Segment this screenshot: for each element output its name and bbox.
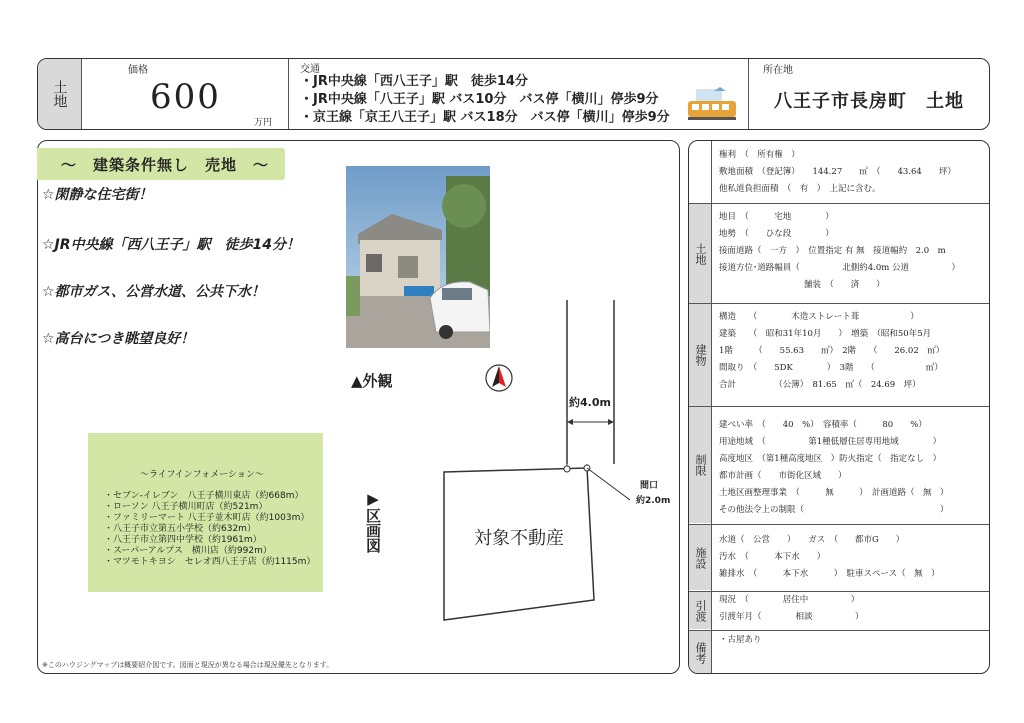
table-divider [689, 303, 989, 304]
section-label: 引渡 [694, 599, 707, 622]
table-divider [689, 203, 989, 204]
section-label: 備考 [694, 642, 707, 664]
traffic-line: ・JR中央線「八王子」駅 バス10分 バス停「横川」停歩9分 [300, 92, 659, 107]
feature-item: ☆高台につき眺望良好！ [42, 331, 195, 347]
detail-row: 他私道負担面積 （ 有 ） 上記に含む。 [719, 184, 881, 194]
section-facilities [689, 525, 711, 590]
detail-row: 土地区画整理事業 （ 無 ） 計画道路（ 無 ） [719, 488, 949, 498]
section-label: 制限 [694, 454, 707, 476]
detail-row: 汚水 （ 本下水 ） [719, 552, 826, 562]
frontage-value: 約2.0m [636, 496, 671, 506]
section-handover [689, 592, 711, 629]
detail-row: 地目 （ 宅地 ） [719, 212, 834, 222]
section-label: 建物 [694, 344, 707, 366]
road-width-label: 約4.0m [569, 396, 611, 409]
divider [81, 59, 82, 129]
list-item: ・ローソン 八王子横川町店（約521m） [104, 502, 268, 512]
train-icon [686, 87, 738, 125]
list-item: ・ファミリーマート 八王子並木町店（約1003m） [104, 513, 310, 523]
detail-row: 敷地面積 （登記簿） 144.27 ㎡ （ 43.64 坪） [719, 167, 956, 177]
location-value: 八王子市長房町 土地 [774, 91, 964, 112]
exterior-caption: ▲外観 [351, 372, 393, 390]
detail-row: 地勢 （ ひな段 ） [719, 229, 834, 239]
traffic-list [300, 73, 670, 127]
table-divider [689, 524, 989, 525]
frontage-label: 間口 [640, 481, 659, 491]
section-land [689, 204, 711, 303]
divider [288, 59, 289, 129]
category-text: 土地 [51, 80, 68, 108]
property-label: 対象不動産 [474, 528, 564, 549]
feature-item: ☆都市ガス、公営水道、公共下水！ [42, 284, 265, 300]
footnote: ※このハウジングマップは概要紹介図です。図面と現況が異なる場合は現況優先となります。 [42, 661, 334, 669]
lifeline-box [88, 433, 323, 592]
detail-row: 接道方位･道路幅員（ 北側約4.0m 公道 ） [719, 263, 961, 273]
traffic-line: ・JR中央線「西八王子」駅 徒歩14分 [300, 74, 528, 89]
detail-row: ・古屋あり [719, 635, 762, 645]
detail-row: 用途地域 （ 第1種低層住居専用地域 ） [719, 437, 942, 447]
detail-row: 接面道路（ 一方 ） 位置指定 有 無 接道幅約 2.0 m [719, 246, 946, 256]
table-divider [689, 406, 989, 407]
plot-diagram [430, 290, 630, 630]
section-building [689, 304, 711, 406]
traffic-label: 交通 [300, 64, 320, 75]
detail-row: 都市計画（ 市街化区域 ） [719, 471, 847, 481]
detail-row: その他法令上の制限（ ） [719, 505, 949, 515]
map-caption: ▶区画図 [364, 490, 382, 553]
category-label [38, 59, 81, 129]
detail-row: 権利 （ 所有権 ） [719, 150, 800, 160]
list-item: ・八王子市立第五小学校（約632m） [104, 524, 256, 534]
table-divider [689, 630, 989, 631]
divider [748, 59, 749, 129]
detail-row: 間取り （ 5DK ） 3階 （ ㎡） [719, 363, 943, 373]
detail-row: 舗装 （ 済 ） [719, 280, 885, 290]
sale-banner: ～ 建築条件無し 売地 ～ [37, 148, 285, 180]
detail-row: 雑排水 （ 本下水 ） 駐車スペース（ 無 ） [719, 569, 940, 579]
detail-row: 建ぺい率 （ 40 %） 容積率（ 80 %） [719, 420, 927, 430]
lifeline-list [104, 491, 315, 568]
location-label: 所在地 [763, 65, 793, 76]
detail-row: 合計 （公簿） 81.65 ㎡（ 24.69 坪） [719, 380, 921, 390]
details-table [688, 140, 990, 674]
section-label: 土地 [694, 242, 707, 265]
detail-row: 構造 （ 木造ストレート葺 ） [719, 312, 919, 322]
feature-item: ☆JR中央線「西八王子」駅 徒歩14分！ [42, 237, 301, 253]
list-item: ・マツモトキヨシ セレオ西八王子店（約1115m） [104, 557, 316, 567]
section-restrictions [689, 407, 711, 523]
section-remarks [689, 631, 711, 674]
section-label: 施設 [694, 546, 707, 569]
detail-row: 1階 （ 55.63 ㎡） 2階 （ 26.02 ㎡） [719, 346, 945, 356]
feature-item: ☆閑静な住宅街！ [42, 187, 153, 203]
price-unit: 万円 [254, 118, 273, 128]
list-item: ・スーパーアルプス 横川店（約992m） [104, 546, 272, 556]
list-item: ・セブン-イレブン 八王子横川東店（約668m） [104, 491, 304, 501]
header-panel [37, 58, 990, 130]
detail-row: 水道（ 公営 ） ガス （ 都市G ） [719, 535, 905, 545]
lifeline-title: ～ライフインフォメーション～ [140, 470, 264, 480]
price-value: 600 [150, 77, 221, 117]
list-item: ・八王子市立第四中学校（約1961m） [104, 535, 262, 545]
price-label: 価格 [128, 65, 148, 76]
detail-row: 高度地区 （第1種高度地区 ）防火指定（ 指定なし ） [719, 454, 942, 464]
detail-row: 現況 （ 居住中 ） [719, 595, 860, 605]
detail-row: 引渡年月（ 相談 ） [719, 612, 864, 622]
table-divider [711, 141, 712, 673]
traffic-line: ・京王線「京王八王子」駅 バス18分 バス停「横川」停歩9分 [300, 110, 670, 125]
table-divider [689, 591, 989, 592]
detail-row: 建築 （ 昭和31年10月 ） 増築 （昭和50年5月 [719, 329, 932, 339]
